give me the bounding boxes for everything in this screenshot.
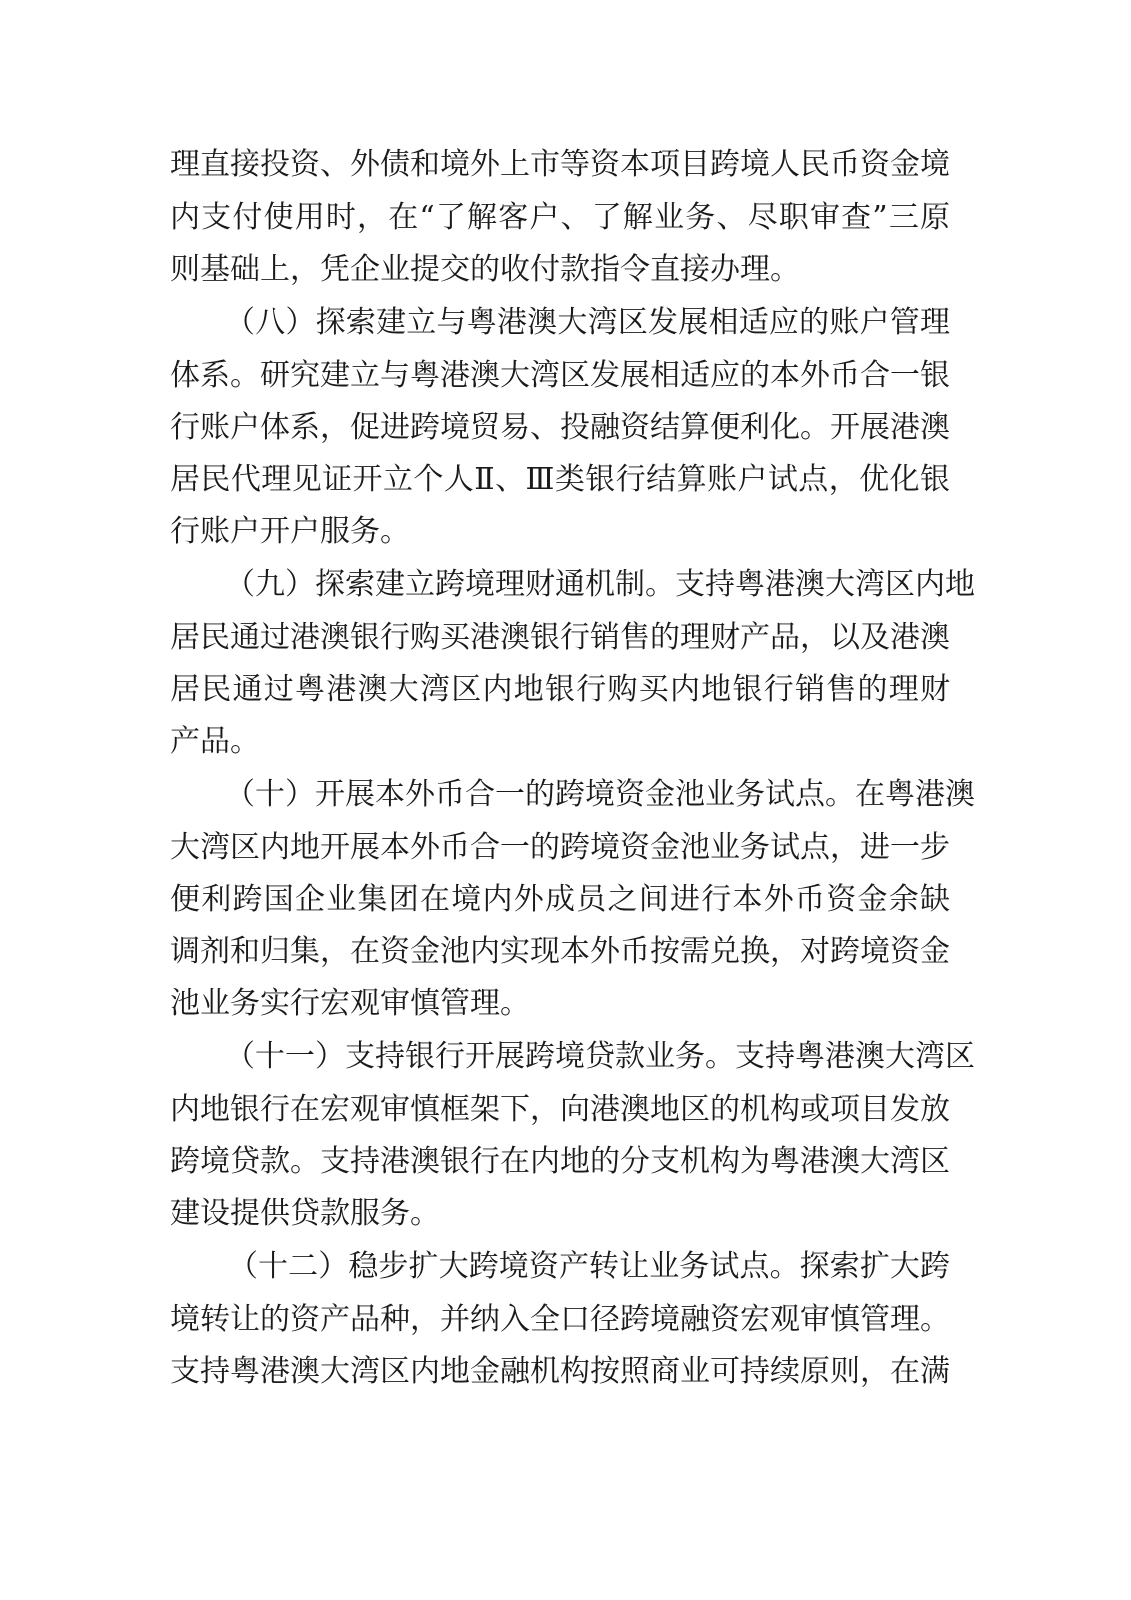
text-line: 居民通过港澳银行购买港澳银行销售的理财产品，以及港澳 xyxy=(170,620,950,655)
section-heading-line: （十一）支持银行开展跨境贷款业务。支持粤港澳大湾区 xyxy=(225,1039,975,1074)
text-line: 则基础上，凭企业提交的收付款指令直接办理。 xyxy=(170,252,800,287)
text-line: 理直接投资、外债和境外上市等资本项目跨境人民币资金境 xyxy=(170,147,950,182)
text-line: 内地银行在宏观审慎框架下，向港澳地区的机构或项目发放 xyxy=(170,1092,950,1127)
text-line: 内支付使用时，在“了解客户、了解业务、尽职审查”三原 xyxy=(170,200,950,235)
text-line: 行账户体系，促进跨境贸易、投融资结算便利化。开展港澳 xyxy=(170,410,950,445)
section-heading-line: （十）开展本外币合一的跨境资金池业务试点。在粤港澳 xyxy=(225,777,975,812)
text-line: 建设提供贷款服务。 xyxy=(170,1196,440,1231)
text-line: 支持粤港澳大湾区内地金融机构按照商业可持续原则，在满 xyxy=(170,1354,950,1389)
text-line: 大湾区内地开展本外币合一的跨境资金池业务试点，进一步 xyxy=(170,830,950,865)
text-line: 居民通过粤港澳大湾区内地银行购买内地银行销售的理财 xyxy=(170,672,950,707)
section-heading-line: （九）探索建立跨境理财通机制。支持粤港澳大湾区内地 xyxy=(225,567,975,602)
text-line: 境转让的资产品种，并纳入全口径跨境融资宏观审慎管理。 xyxy=(170,1302,950,1337)
text-line: 池业务实行宏观审慎管理。 xyxy=(170,986,530,1021)
section-heading-line: （十二）稳步扩大跨境资产转让业务试点。探索扩大跨 xyxy=(228,1249,950,1284)
text-line: 调剂和归集，在资金池内实现本外币按需兑换，对跨境资金 xyxy=(170,934,950,969)
text-line: 行账户开户服务。 xyxy=(170,514,410,549)
text-line: 跨境贷款。支持港澳银行在内地的分支机构为粤港澳大湾区 xyxy=(170,1144,950,1179)
text-line: 居民代理见证开立个人Ⅱ、Ⅲ类银行结算账户试点，优化银 xyxy=(170,462,950,497)
text-line: 产品。 xyxy=(170,724,260,759)
section-heading-line: （八）探索建立与粤港澳大湾区发展相适应的账户管理 xyxy=(225,305,950,340)
text-line: 便利跨国企业集团在境内外成员之间进行本外币资金余缺 xyxy=(170,882,950,917)
text-line: 体系。研究建立与粤港澳大湾区发展相适应的本外币合一银 xyxy=(170,358,950,393)
